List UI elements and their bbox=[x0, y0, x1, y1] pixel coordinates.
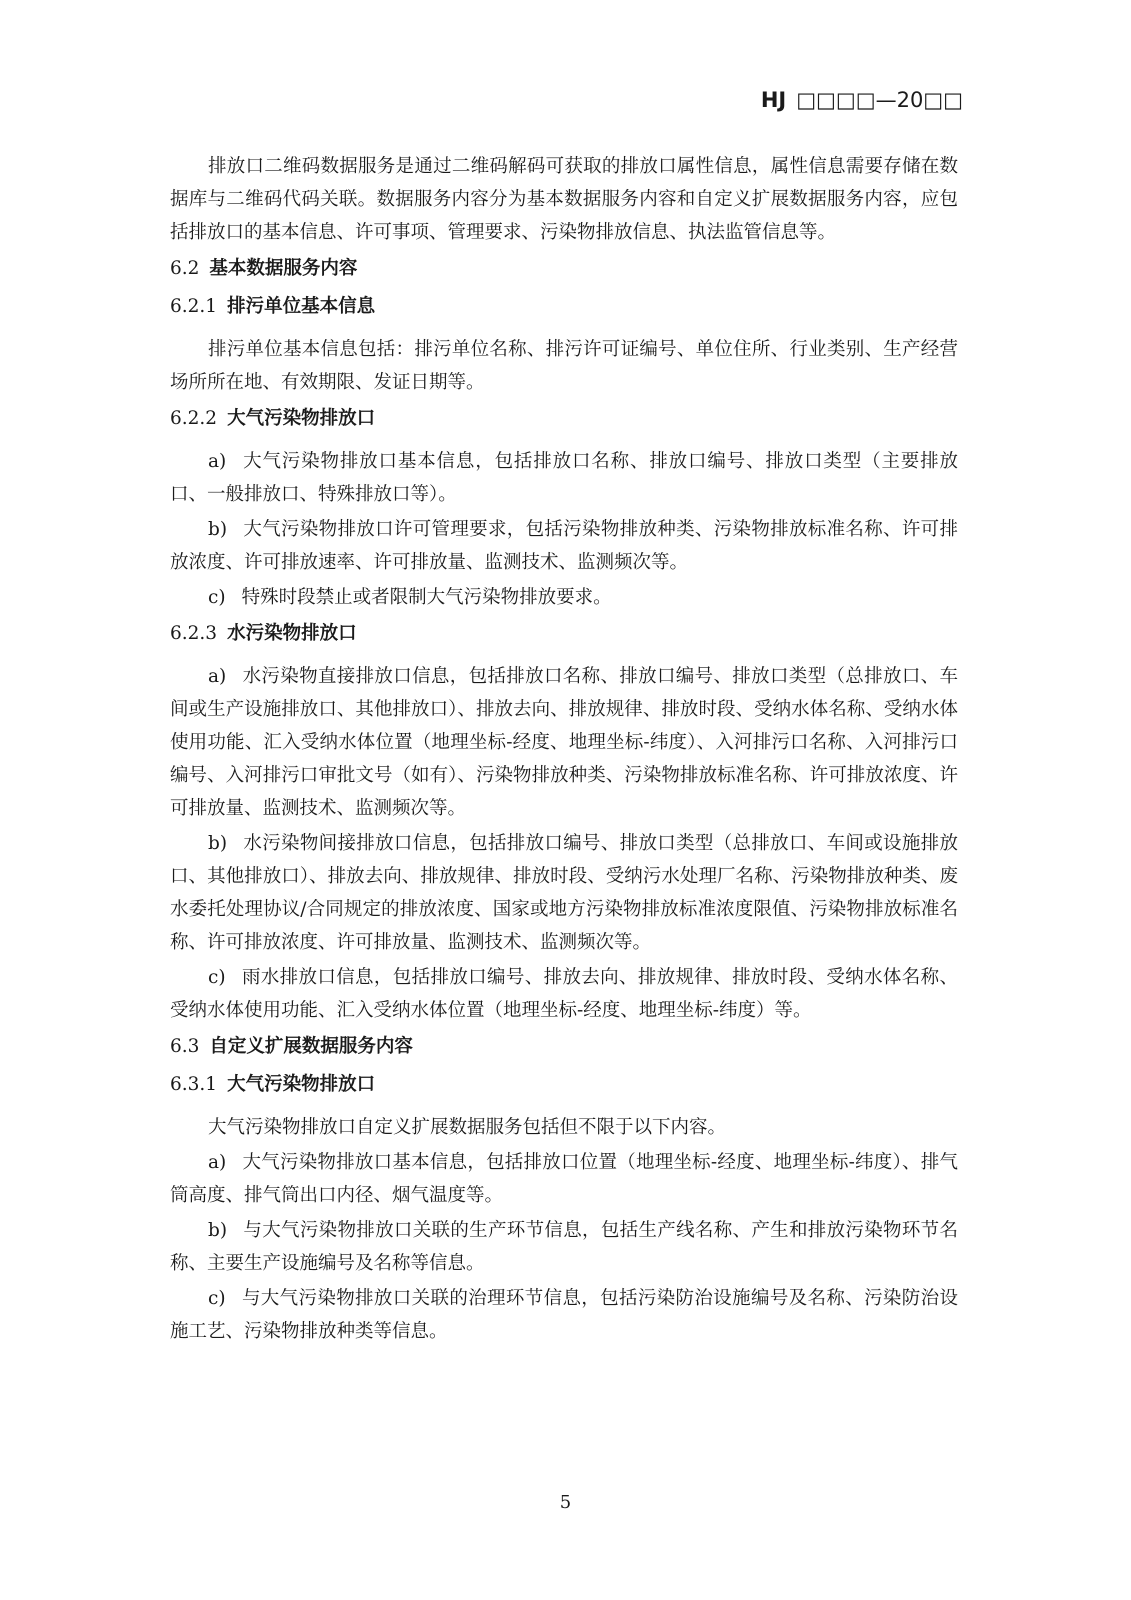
list-item bbox=[170, 513, 958, 579]
section-6-2-3-heading bbox=[170, 622, 958, 646]
list-item bbox=[170, 961, 958, 1027]
list-item bbox=[170, 581, 958, 614]
list-item-text: 水污染物直接排放口信息，包括排放口名称、排放口编号、排放口类型（总排放口、车间或生产设施排放口、其他排放口）、排放去向、排放规律、排放时段、受纳水体名称、受纳水体使用功能、汇入受纳水体位置（地理坐标-经度、地理坐标-纬度）、入河排污口名称、入河排污口编号、入河排污口审批文号（如有）、污染物排放种类、污染物排放标准名称、许可排放浓度、许可排放量、监测技术、监测频次等。 bbox=[170, 666, 958, 819]
list-item-label: a) bbox=[208, 666, 227, 687]
section-title: 排污单位基本信息 bbox=[227, 296, 376, 317]
list-item bbox=[170, 445, 958, 511]
list-item-text: 大气污染物排放口基本信息，包括排放口名称、排放口编号、排放口类型（主要排放口、一般排放口、特殊排放口等）。 bbox=[170, 451, 958, 505]
list-item bbox=[170, 1282, 958, 1348]
section-title: 大气污染物排放口 bbox=[227, 1074, 376, 1095]
list-item bbox=[170, 1146, 958, 1212]
standard-code: □□□□—20□□ bbox=[796, 88, 963, 112]
list-item-text: 水污染物间接排放口信息，包括排放口编号、排放口类型（总排放口、车间或设施排放口、其他排放口）、排放去向、排放规律、排放时段、受纳污水处理厂名称、污染物排放种类、废水委托处理协议/合同规定的排放浓度、国家或地方污染物排放标准浓度限值、污染物排放标准名称、许可排放浓度、许可排放量、监测技术、监测频次等。 bbox=[170, 833, 958, 953]
list-item-label: c) bbox=[208, 1288, 226, 1309]
section-6-3-1-paragraph: 大气污染物排放口自定义扩展数据服务包括但不限于以下内容。 bbox=[208, 1117, 727, 1138]
list-item-label: b) bbox=[208, 519, 228, 540]
section-number: 6.2.3 bbox=[170, 623, 218, 644]
section-title: 基本数据服务内容 bbox=[209, 258, 358, 279]
section-6-2-1-paragraph: 排污单位基本信息包括：排污单位名称、排污许可证编号、单位住所、行业类别、生产经营场所所在地、有效期限、发证日期等。 bbox=[170, 339, 958, 393]
list-item-text: 与大气污染物排放口关联的治理环节信息，包括污染防治设施编号及名称、污染防治设施工艺、污染物排放种类等信息。 bbox=[170, 1288, 958, 1342]
list-item-label: c) bbox=[208, 587, 226, 608]
standard-prefix: HJ bbox=[760, 88, 787, 112]
section-6-2-heading bbox=[170, 257, 958, 281]
list-item-text: 大气污染物排放口基本信息，包括排放口位置（地理坐标-经度、地理坐标-纬度）、排气筒高度、排气筒出口内径、烟气温度等。 bbox=[170, 1152, 958, 1206]
list-item-label: b) bbox=[208, 833, 228, 854]
page-number: 5 bbox=[559, 1492, 572, 1513]
list-item-text: 雨水排放口信息，包括排放口编号、排放去向、排放规律、排放时段、受纳水体名称、受纳水体使用功能、汇入受纳水体位置（地理坐标-经度、地理坐标-纬度）等。 bbox=[170, 967, 958, 1021]
section-number: 6.3.1 bbox=[170, 1074, 218, 1095]
list-item-label: a) bbox=[208, 1152, 227, 1173]
section-number: 6.2.1 bbox=[170, 296, 218, 317]
list-item bbox=[170, 1214, 958, 1280]
section-6-3-heading bbox=[170, 1035, 958, 1059]
standard-header bbox=[761, 88, 963, 112]
list-item-label: c) bbox=[208, 967, 226, 988]
list-item bbox=[170, 660, 958, 825]
list-item-label: a) bbox=[208, 451, 227, 472]
list-item bbox=[170, 827, 958, 959]
section-number: 6.2.2 bbox=[170, 408, 218, 429]
section-number: 6.2 bbox=[170, 258, 200, 279]
list-item-text: 与大气污染物排放口关联的生产环节信息，包括生产线名称、产生和排放污染物环节名称、主要生产设施编号及名称等信息。 bbox=[170, 1220, 958, 1274]
intro-paragraph: 排放口二维码数据服务是通过二维码解码可获取的排放口属性信息，属性信息需要存储在数据库与二维码代码关联。数据服务内容分为基本数据服务内容和自定义扩展数据服务内容，应包括排放口的基本信息、许可事项、管理要求、污染物排放信息、执法监管信息等。 bbox=[170, 156, 958, 243]
section-title: 自定义扩展数据服务内容 bbox=[209, 1036, 413, 1057]
list-item-text: 大气污染物排放口许可管理要求，包括污染物排放种类、污染物排放标准名称、许可排放浓度、许可排放速率、许可排放量、监测技术、监测频次等。 bbox=[170, 519, 958, 573]
list-item-label: b) bbox=[208, 1220, 228, 1241]
section-number: 6.3 bbox=[170, 1036, 200, 1057]
section-6-2-1-heading bbox=[170, 295, 958, 319]
section-6-2-2-heading bbox=[170, 407, 958, 431]
section-title: 大气污染物排放口 bbox=[227, 408, 376, 429]
section-6-3-1-heading bbox=[170, 1073, 958, 1097]
page-content bbox=[170, 150, 958, 1350]
list-item-text: 特殊时段禁止或者限制大气污染物排放要求。 bbox=[241, 587, 612, 608]
section-title: 水污染物排放口 bbox=[227, 623, 357, 644]
